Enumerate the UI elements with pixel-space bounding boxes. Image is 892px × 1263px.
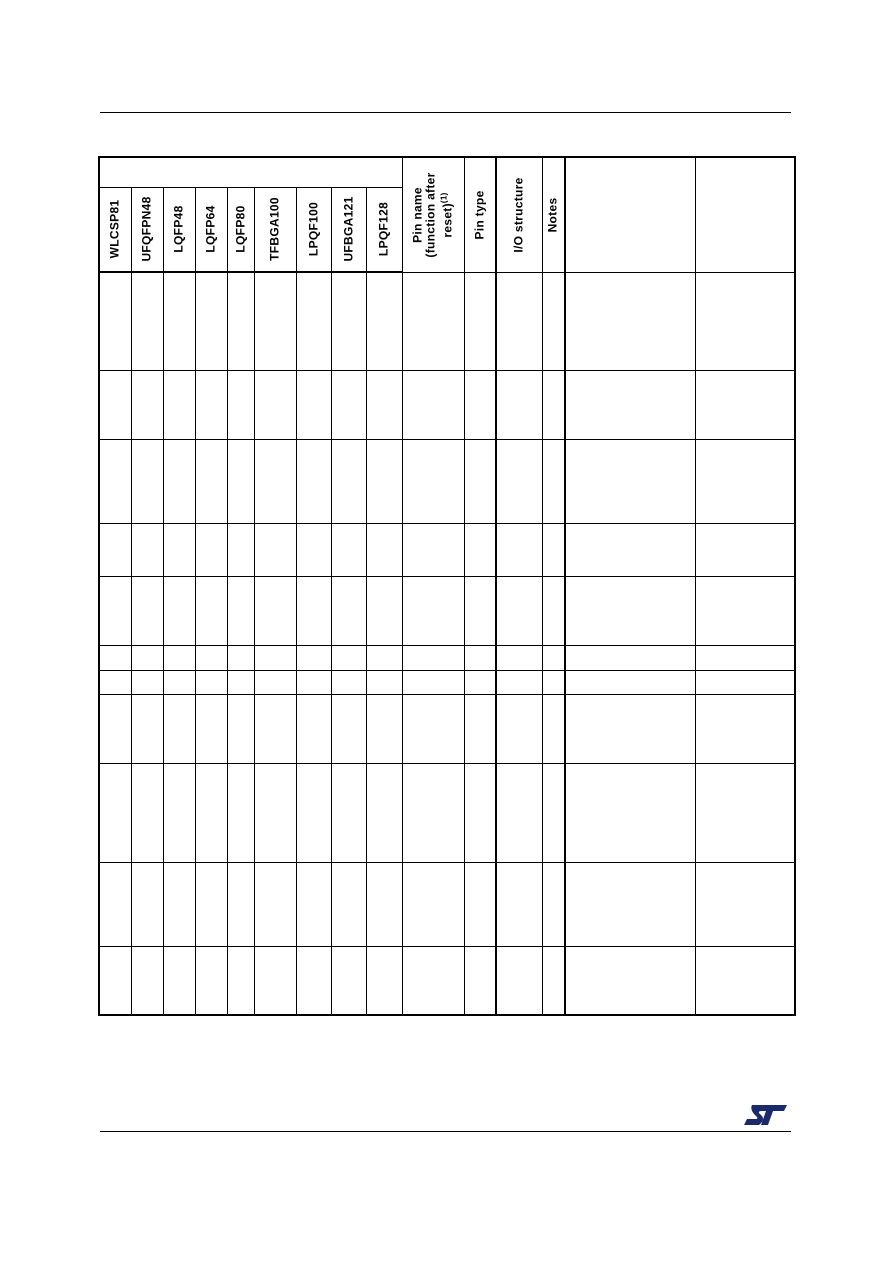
table-cell [163,439,195,523]
table-cell [195,863,227,947]
table-row [99,370,795,439]
package-header-label: LQFP80 [233,205,247,253]
package-header-label: UFBGA121 [341,196,355,262]
table-cell [254,670,296,694]
table-cell [296,646,331,670]
table-cell [99,370,131,439]
table-cell [402,670,464,694]
package-header-lpqf128 [366,187,402,272]
table-cell [296,863,331,947]
table-cell [99,439,131,523]
table-cell [366,439,402,523]
table-cell [195,694,227,763]
table-cell [331,694,366,763]
package-header-lqfp48 [163,187,195,272]
table-cell [331,272,366,370]
table-cell [131,694,163,763]
table-cell [331,370,366,439]
table-cell [227,577,254,646]
table-cell [254,370,296,439]
table-row [99,272,795,370]
table-cell [296,439,331,523]
pin-name-footnote: (1) [439,192,449,203]
table-row [99,694,795,763]
table-cell [695,439,795,523]
table-cell [565,272,695,370]
table-cell [464,763,496,862]
table-cell [496,577,542,646]
table-cell [496,370,542,439]
table-cell [402,577,464,646]
table-cell [464,670,496,694]
table-cell [496,670,542,694]
table-cell [163,694,195,763]
table-cell [99,947,131,1015]
table-cell [163,524,195,577]
table-cell [131,272,163,370]
package-header-lqfp64 [195,187,227,272]
table-cell [163,646,195,670]
table-cell [195,439,227,523]
table-cell [496,646,542,670]
table-cell [99,863,131,947]
table-cell [331,947,366,1015]
table-cell [402,646,464,670]
table-cell [99,646,131,670]
package-header-lqfp80 [227,187,254,272]
table-cell [464,646,496,670]
table-cell [565,670,695,694]
table-cell [163,370,195,439]
package-header-label: LPQF100 [306,202,320,257]
table-cell [296,670,331,694]
table-cell [542,272,565,370]
table-cell [366,370,402,439]
table-cell [366,646,402,670]
table-cell [195,577,227,646]
table-cell [296,577,331,646]
table-row [99,947,795,1015]
table-cell [227,439,254,523]
package-header-ufbga121 [331,187,366,272]
table-cell [366,577,402,646]
pin-type-header: Pin type [464,157,496,272]
table-cell [227,524,254,577]
package-header-label: LPQF128 [376,202,391,257]
table-cell [163,947,195,1015]
notes-header: Notes [542,157,565,272]
table-cell [542,577,565,646]
table-cell [565,947,695,1015]
pin-name-line2: (function after [423,172,438,258]
table-cell [331,670,366,694]
table-cell [254,272,296,370]
pin-name-header [402,157,464,272]
table-cell [296,370,331,439]
table-cell [464,370,496,439]
table-cell [464,947,496,1015]
table-cell [464,577,496,646]
table-cell [163,863,195,947]
table-cell [131,370,163,439]
table-cell [496,524,542,577]
table-cell [695,670,795,694]
package-header-label: WLCSP81 [107,199,122,259]
table-cell [163,763,195,862]
table-cell [163,577,195,646]
table-cell [131,439,163,523]
table-cell [131,646,163,670]
table-cell [331,439,366,523]
table-cell [254,577,296,646]
table-cell [565,370,695,439]
table-cell [254,863,296,947]
table-cell [99,694,131,763]
package-header-ufqfpn48 [131,187,163,272]
table-cell [254,524,296,577]
table-cell [542,863,565,947]
table-cell [695,694,795,763]
table-cell [331,577,366,646]
table-cell [131,763,163,862]
table-cell [565,577,695,646]
table-row [99,670,795,694]
table-cell [163,272,195,370]
package-header-label: LQFP48 [171,205,186,253]
st-logo-icon [742,1103,788,1128]
table-cell [195,763,227,862]
package-header-tfbga100 [254,187,296,272]
table-cell [227,763,254,862]
table-cell [254,694,296,763]
table-cell [402,763,464,862]
table-row [99,524,795,577]
pin-number-group-header [99,157,402,187]
table-cell [402,524,464,577]
table-cell [464,863,496,947]
table-cell [296,694,331,763]
table-cell [496,694,542,763]
table-cell [195,524,227,577]
table-cell [195,370,227,439]
table-cell [366,763,402,862]
package-header-label: TFBGA100 [267,197,282,262]
table-cell [402,694,464,763]
table-cell [254,439,296,523]
table-cell [131,947,163,1015]
additional-functions-header [695,157,795,272]
table-cell [131,863,163,947]
table-cell [402,272,464,370]
table-cell [254,947,296,1015]
table-cell [496,763,542,862]
table-cell [366,272,402,370]
pin-name-line3: reset) [440,202,455,238]
table-cell [542,524,565,577]
table-cell [402,370,464,439]
table-cell [565,863,695,947]
table-cell [331,863,366,947]
table-cell [542,694,565,763]
table-cell [296,947,331,1015]
pin-name-line1: Pin name [410,186,425,243]
table-cell [227,694,254,763]
io-structure-header: I/O structure [496,157,542,272]
package-header-wlcsp81 [99,187,131,272]
table-cell [296,272,331,370]
table-cell [695,646,795,670]
table-cell [227,272,254,370]
table-cell [296,524,331,577]
table-cell [464,439,496,523]
table-cell [227,646,254,670]
table-cell [99,670,131,694]
package-header-label: UFQFPN48 [139,196,154,262]
table-cell [695,863,795,947]
table-cell [131,577,163,646]
package-header-lpqf100 [296,187,331,272]
table-cell [565,439,695,523]
table-cell [464,272,496,370]
table-row [99,763,795,862]
table-cell [695,370,795,439]
table-cell [695,947,795,1015]
table-cell [331,524,366,577]
table-cell [131,524,163,577]
table-row [99,863,795,947]
alternate-functions-header [565,157,695,272]
table-cell [542,763,565,862]
table-cell [565,694,695,763]
header-rule [100,112,791,113]
table-cell [496,863,542,947]
table-cell [565,646,695,670]
table-cell [366,947,402,1015]
table-cell [331,763,366,862]
footer-rule [100,1131,791,1132]
table-row [99,439,795,523]
table-cell [542,370,565,439]
table-cell [227,863,254,947]
table-cell [695,763,795,862]
package-header-label: LQFP64 [203,205,218,253]
table-cell [542,439,565,523]
table-cell [402,439,464,523]
table-cell [195,272,227,370]
table-cell [131,670,163,694]
table-cell [254,646,296,670]
table-cell [542,670,565,694]
table-cell [99,763,131,862]
table-row [99,577,795,646]
pinout-table [98,156,796,1016]
table-cell [227,947,254,1015]
table-cell [695,524,795,577]
table-cell [366,524,402,577]
table-cell [496,272,542,370]
table-cell [366,694,402,763]
table-cell [366,863,402,947]
table-cell [496,439,542,523]
table-cell [542,947,565,1015]
table-cell [195,670,227,694]
table-cell [296,763,331,862]
table-cell [331,646,366,670]
table-cell [195,646,227,670]
table-cell [402,863,464,947]
table-cell [163,670,195,694]
table-cell [254,763,296,862]
table-cell [99,577,131,646]
table-cell [402,947,464,1015]
table-cell [195,947,227,1015]
table-cell [565,763,695,862]
table-row [99,646,795,670]
table-cell [695,577,795,646]
table-cell [542,646,565,670]
table-cell [464,524,496,577]
table-cell [99,524,131,577]
table-cell [695,272,795,370]
table-cell [227,370,254,439]
table-cell [366,670,402,694]
table-cell [464,694,496,763]
table-cell [496,947,542,1015]
table-cell [99,272,131,370]
table-cell [227,670,254,694]
table-cell [565,524,695,577]
